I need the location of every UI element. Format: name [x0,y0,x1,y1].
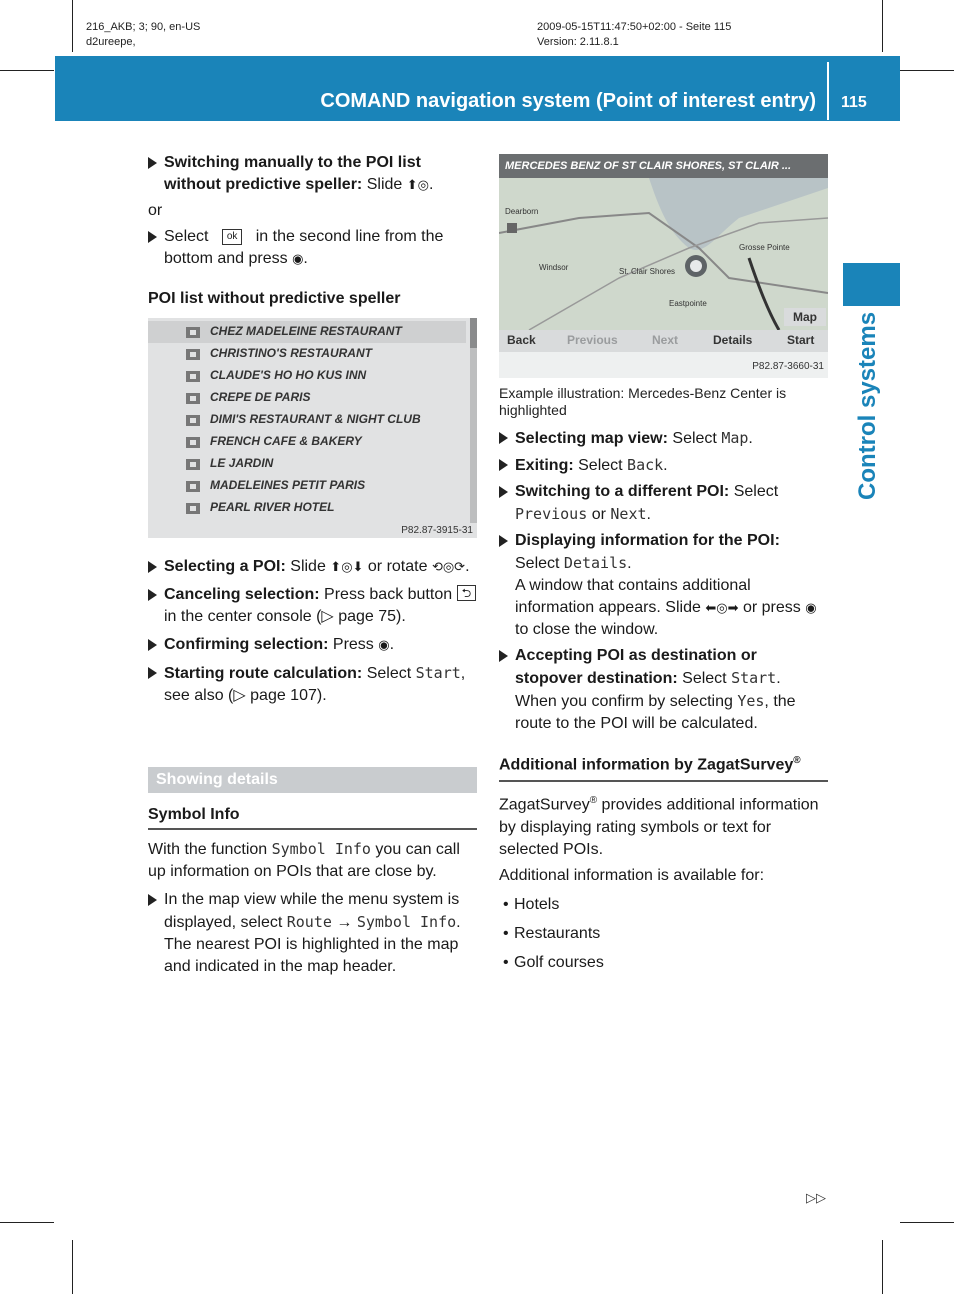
map-title: MERCEDES BENZ OF ST CLAIR SHORES, ST CLAIR ... [505,160,792,172]
menu-item-ref: Map [721,429,749,447]
poi-name: DIMI'S RESTAURANT & NIGHT CLUB [210,412,421,426]
menu-next[interactable]: Next [652,333,679,347]
crop-mark [0,70,54,71]
restaurant-icon [186,415,200,426]
chapter-header [55,56,900,121]
symbol-info-section [148,806,477,978]
poi-list-item[interactable] [148,387,466,409]
instruction-route [148,662,477,707]
heading-text: Additional information by ZagatSurvey [499,756,794,774]
crop-mark [0,1222,54,1223]
paragraph-text: provides additional information by displaying rating symbols or text for selected POIs. [499,796,819,858]
menu-item-ref: Symbol Info [271,840,371,858]
registered-mark: ® [793,755,801,766]
paragraph-text: With the function [148,841,268,858]
poi-list-item[interactable] [148,321,466,343]
meta-line: d2ureepe, [86,36,136,48]
registered-mark: ® [589,795,598,807]
instruction-cancel [148,584,477,628]
list-item: • Golf courses [499,952,828,974]
instruction-text: Press back button [324,586,453,603]
instruction-text: Press [332,636,374,653]
poi-list-item[interactable] [148,497,466,519]
map-place-label: Windsor [539,263,569,272]
poi-marker-center [690,260,702,272]
meta-line: 216_AKB; 3; 90, en-US [86,21,201,33]
zagat-paragraph [499,790,828,860]
poi-list-item[interactable] [148,409,466,431]
instruction-label: Selecting a POI: [164,558,286,575]
page-ref-icon: ▷ [233,687,246,704]
instruction-text: in the second line from the bottom and press [164,228,444,267]
instruction-exit: Exiting: Select Back. [499,454,828,477]
instruction-switch-poi: Switching to a different POI: Select Previous or Next. [499,481,828,526]
map-view [499,178,828,330]
poi-name: PEARL RIVER HOTEL [210,500,335,514]
instruction-map-view: Selecting map view: Select Map. [499,427,828,450]
poi-list-item[interactable] [148,431,466,453]
print-meta-left [86,20,200,50]
instruction-text: Select [682,670,727,687]
restaurant-icon [186,327,200,338]
figure-code: P82.87-3915-31 [401,525,473,536]
menu-item-ref: Back [627,456,664,474]
heading-rule [499,780,828,782]
restaurant-icon [186,437,200,448]
poi-name: CREPE DE PARIS [210,390,311,404]
instruction-accept-poi: Accepting POI as destination or stopover destination: Select Start. When you confirm by selecting Yes, the route to the POI will be calculated. [499,645,828,735]
restaurant-icon [186,349,200,360]
restaurant-icon [186,371,200,382]
map-figure [499,154,828,378]
instruction-text: Select [164,228,209,245]
restaurant-icon [186,393,200,404]
crop-mark [882,1240,883,1294]
map-view-button[interactable]: Map [784,308,826,326]
menu-previous[interactable]: Previous [567,333,618,347]
left-column-lower [148,556,477,707]
instruction-text: page 75). [338,608,406,625]
instruction-text: Select [366,665,412,682]
instruction-label: Switching manually to the POI list without predictive speller: [164,154,421,193]
instruction-label: Selecting map view: [515,430,668,447]
route-line [749,258,779,330]
zagat-section [499,750,828,974]
poi-scrollbar [470,318,477,523]
instruction-confirm: Confirming selection: Press ◉. [148,634,477,656]
instruction-label: Switching to a different POI: [515,483,730,500]
controller-slide-up-icon: ⬆◎ [406,177,429,192]
controller-press-icon: ◉ [292,251,304,266]
poi-symbol [507,223,517,233]
poi-list-item[interactable] [148,365,466,387]
map-place-label: St. Clair Shores [619,267,676,276]
road [499,213,828,293]
side-tab [843,263,900,306]
paragraph-text: you can call up information on POIs that are close by. [148,841,460,880]
instruction-text: When you confirm by selecting [515,693,733,710]
map-menu-bar [499,330,828,352]
instruction-text: or [591,506,606,523]
poi-scroll-thumb [470,318,477,348]
menu-item-ref: Previous [515,505,588,523]
arrow-icon: → [336,914,353,931]
instruction-label: Displaying information for the POI: [515,532,780,549]
list-item: • Restaurants [499,923,828,945]
map-place-label: Dearborn [505,207,539,216]
instruction-detail [515,575,828,641]
menu-item-ref: Route [286,913,332,931]
controller-rotate-icon: ⟲◎⟳ [431,559,466,574]
instruction-text: to close the window. [515,621,659,638]
print-meta-right [537,20,731,50]
page-ref-icon: ▷ [321,608,334,625]
symbol-info-paragraph [148,838,477,883]
ok-key-icon: ok [222,229,243,245]
poi-list-item[interactable] [148,453,466,475]
header-divider [827,62,829,120]
menu-item-ref: Details [563,554,628,572]
menu-item-ref: Start [731,669,777,687]
crop-mark [72,0,73,52]
controller-press-icon: ◉ [805,600,817,615]
figure-code: P82.87-3660-31 [752,361,824,372]
list-item: • Hotels [499,894,828,916]
poi-name: CHRISTINO'S RESTAURANT [210,346,372,360]
menu-item-ref: Yes [737,692,765,710]
instruction-text: Select [578,457,623,474]
menu-item-ref: Symbol Info [356,913,457,931]
section-title: Showing details [156,771,278,788]
instruction-symbol-info: In the map view while the menu system is displayed, select Route → Symbol Info. The nearest POI is highlighted in the map and indicated in the map header. [148,889,477,978]
continue-marker: ▷▷ [806,1190,826,1205]
instruction-text: or rotate [367,558,428,575]
brand-name: ZagatSurvey [499,796,590,814]
instruction-text: in the center console ( [164,608,322,625]
map-place-label: Grosse Pointe [739,243,790,252]
instruction-text: , see also ( [164,665,466,704]
controller-slide-leftright-icon: ⬅◎➡ [705,600,739,615]
figure-caption: Example illustration: Mercedes-Benz Center is highlighted [499,385,787,418]
instruction-text: or press [742,599,801,616]
instruction-label: Starting route calculation: [164,665,363,682]
restaurant-icon [186,481,200,492]
instruction-select-poi: Selecting a POI: Slide ⬆◎⬇ or rotate ⟲◎⟳. [148,556,477,578]
instruction-select-ok: Select ok in the second line from the bottom and press ◉. [148,226,477,270]
chapter-title: COMAND navigation system (Point of interest entry) [320,90,816,112]
menu-details[interactable]: Details [713,333,753,347]
map-header [499,154,828,178]
instruction-detail [515,690,828,735]
heading-rule [148,828,477,830]
crop-mark [900,1222,954,1223]
poi-name: FRENCH CAFE & BAKERY [210,434,362,448]
controller-press-icon: ◉ [378,637,390,652]
instruction-label: Confirming selection: [164,636,329,653]
subsection-heading [499,750,828,776]
crop-mark [882,0,883,52]
right-column [499,385,828,735]
instruction-text: page 107). [250,687,327,704]
controller-slide-updown-icon: ⬆◎⬇ [330,559,364,574]
instruction-text: , the route to the POI will be calculated. [515,693,796,732]
poi-list-item[interactable] [148,475,466,497]
poi-name: CHEZ MADELEINE RESTAURANT [210,324,402,338]
poi-list-heading: POI list without predictive speller [148,290,401,307]
instruction-label: Exiting: [515,457,574,474]
instruction-text: Select [672,430,717,447]
paragraph-text: Additional information is available for: [499,866,765,884]
water-area [499,178,828,250]
instruction-text: The nearest POI is highlighted in the map and indicated in the map header. [164,936,459,975]
left-column [148,152,477,310]
meta-line: 2009-05-15T11:47:50+02:00 - Seite 115 [537,21,732,33]
menu-back[interactable]: Back [507,333,536,347]
poi-name: CLAUDE'S HO HO KUS INN [210,368,367,382]
crop-mark [900,70,954,71]
instruction-text: Slide [290,558,326,575]
instruction-text: In the map view while the menu system is displayed, select [164,891,460,931]
menu-item-ref: Next [610,505,647,523]
restaurant-icon [186,503,200,514]
side-tab-label: Control systems [854,311,881,500]
instruction-text: A window that contains additional information appears. Slide [515,577,751,616]
instruction-label: Canceling selection: [164,586,320,603]
poi-list-figure [148,318,477,538]
map-graphic [499,178,828,330]
instruction-details: Displaying information for the POI: Select Details. A window that contains additional information appears. Slide ⬅◎➡ or press ◉ to close the window. [499,530,828,641]
menu-item-ref: Start [415,664,461,682]
subsection-heading: Symbol Info [148,806,240,823]
instruction-poi-manual: Switching manually to the POI list without predictive speller: Slide ⬆◎. [148,152,477,196]
section-band [148,767,477,793]
back-button-icon: ⮌ [457,585,477,601]
instruction-label: Accepting POI as destination or stopover destination: [515,647,757,687]
crop-mark [72,1240,73,1294]
poi-list-item[interactable] [148,343,466,365]
map-place-label: Eastpointe [669,299,707,308]
instruction-text: Select [733,483,779,500]
poi-name: LE JARDIN [210,456,274,470]
or-text: or [148,202,163,219]
menu-start[interactable]: Start [787,333,815,347]
poi-name: MADELEINES PETIT PARIS [210,478,366,492]
instruction-text: Select [515,555,560,572]
restaurant-icon [186,459,200,470]
instruction-text: Slide [366,176,403,193]
page-number: 115 [841,94,867,111]
meta-line: Version: 2.11.8.1 [537,36,619,48]
